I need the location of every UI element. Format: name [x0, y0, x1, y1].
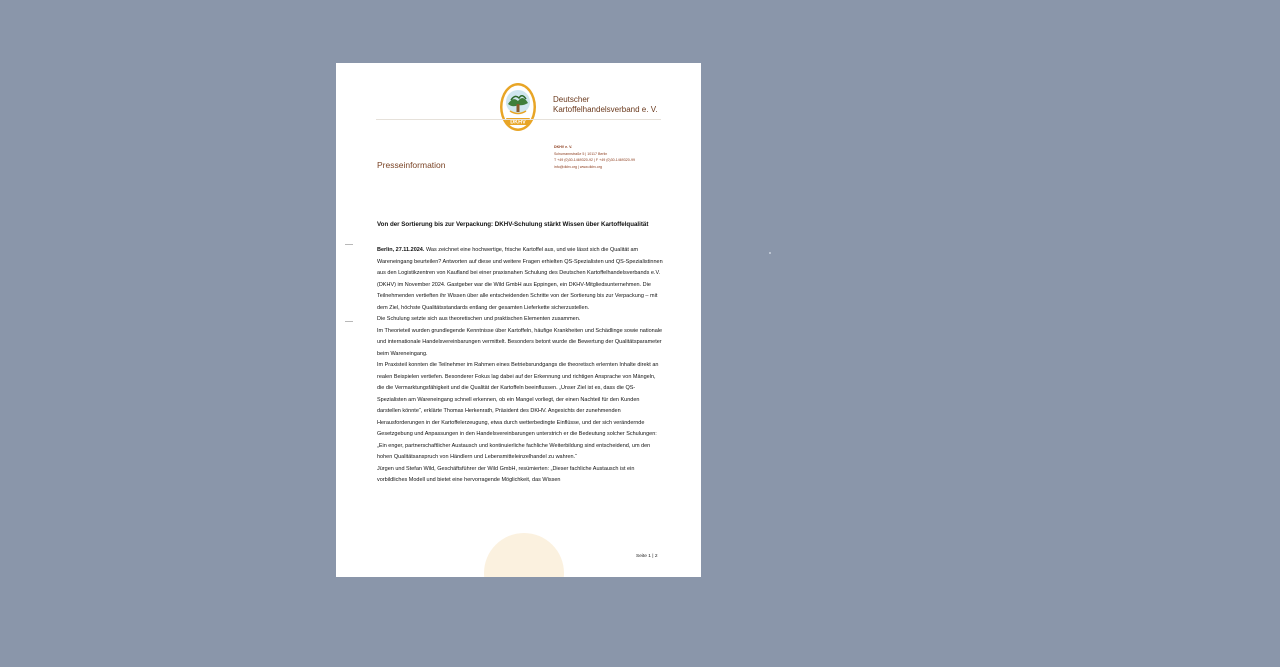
svg-text:DKHV: DKHV — [510, 119, 526, 126]
paragraph-5: Jürgen und Stefan Wild, Geschäftsführer der Wild GmbH, resümierten: „Dieser fachliche Austausch ist ein vorbildliches Modell und bietet eine hervorragende Möglichkeit, das Wissen — [377, 465, 635, 483]
contact-address: Schumannstraße 5 | 10117 Berlin — [554, 151, 608, 156]
headline: Von der Sortierung bis zur Verpackung: DKHV-Schulung stärkt Wissen über Kartoffelqualität — [377, 221, 649, 228]
contact-web: info@dkhv.org | www.dkhv.org — [554, 164, 602, 169]
body-text — [377, 245, 663, 535]
org-name-line1: Deutscher — [553, 95, 590, 104]
org-name — [553, 95, 693, 115]
org-name-line2: Kartoffelhandelsverband e. V. — [553, 105, 658, 114]
paragraph-3: Im Theorieteil wurden grundlegende Kenntnisse über Kartoffeln, häufige Krankheiten und Schädlinge sowie nationale und internationale Handelsvereinbarungen vermittelt. Besonders betont wurde die Bewertung der Qualitätsparameter beim Wareneingang. — [377, 327, 663, 357]
contact-block — [554, 144, 694, 170]
background-dot — [769, 252, 771, 254]
dateline: Berlin, 27.11.2024. — [377, 247, 425, 253]
header-rule — [376, 119, 661, 120]
paragraph-1-text: Was zeichnet eine hochwertige, frische Kartoffel aus, und wie lässt sich die Qualität am Wareneingang beurteilen? Antworten auf diese und weitere Fragen erhielten QS-Spezialisten und QS-Spezialistinnen aus den Logistikzentren von Kaufland bei einer praxisnahen Schulung des Deutschen Kartoffelhandelsverbands e.V. (DKHV) im November 2024. Gastgeber war die Wild GmbH aus Eppingen, ein DKHV-Mitgliedsunternehmen. Die Teilnehmenden vertieften ihr Wissen über alle entscheidenden Schritte von der Sortierung bis zur Verpackung – mit dem Ziel, höchste Qualitätsstandards entlang der gesamten Lieferkette sicherzustellen. — [377, 247, 663, 311]
contact-phone: T +49 (0)30-1469320-92 | F +49 (0)30-1469320-99 — [554, 158, 635, 163]
paragraph-4: Im Praxisteil konnten die Teilnehmer im Rahmen eines Betriebsrundgangs die theoretisch erlernten Inhalte direkt an realen Beispielen vertiefen. Besonderer Fokus lag dabei auf der Erkennung und richtigen Ansprache von Mängeln, die die Vermarktungsfähigkeit und die Qualität der Kartoffeln beeinflussen. „Unser Ziel ist es, dass die QS-Spezialisten am Wareneingang schnell erkennen, ob ein Mangel vorliegt, der einen Nachteil für den Kunden darstellen könnte“, erklärte Thomas Herkenrath, Präsident des DKHV. Angesichts der zunehmenden Herausforderungen in der Kartoffelerzeugung, etwa durch wetterbedingte Einflüsse, und der sich verändernde Gesetzgebung und Anpassungen in den Handelsvereinbarungen unterstrich er die Bedeutung solcher Schulungen: „Ein enger, partnerschaftlicher Austausch und kontinuierliche fachliche Weiterbildung sind entscheidend, um den hohen Qualitätsanspruch von Händlern und Lebensmitteleinzelhandel zu wahren.“ — [377, 362, 659, 460]
margin-mark — [345, 244, 353, 245]
paragraph-1 — [377, 245, 663, 314]
dkhv-logo — [499, 82, 537, 132]
margin-mark — [345, 321, 353, 322]
contact-org: DKHV e. V. — [554, 145, 573, 149]
paragraph-2: Die Schulung setzte sich aus theoretischen und praktischen Elementen zusammen. — [377, 316, 581, 322]
presse-label: Presseinformation — [377, 160, 446, 170]
document-page — [336, 63, 701, 577]
watermark — [484, 533, 564, 577]
page-number: Seite 1 | 2 — [636, 554, 658, 559]
